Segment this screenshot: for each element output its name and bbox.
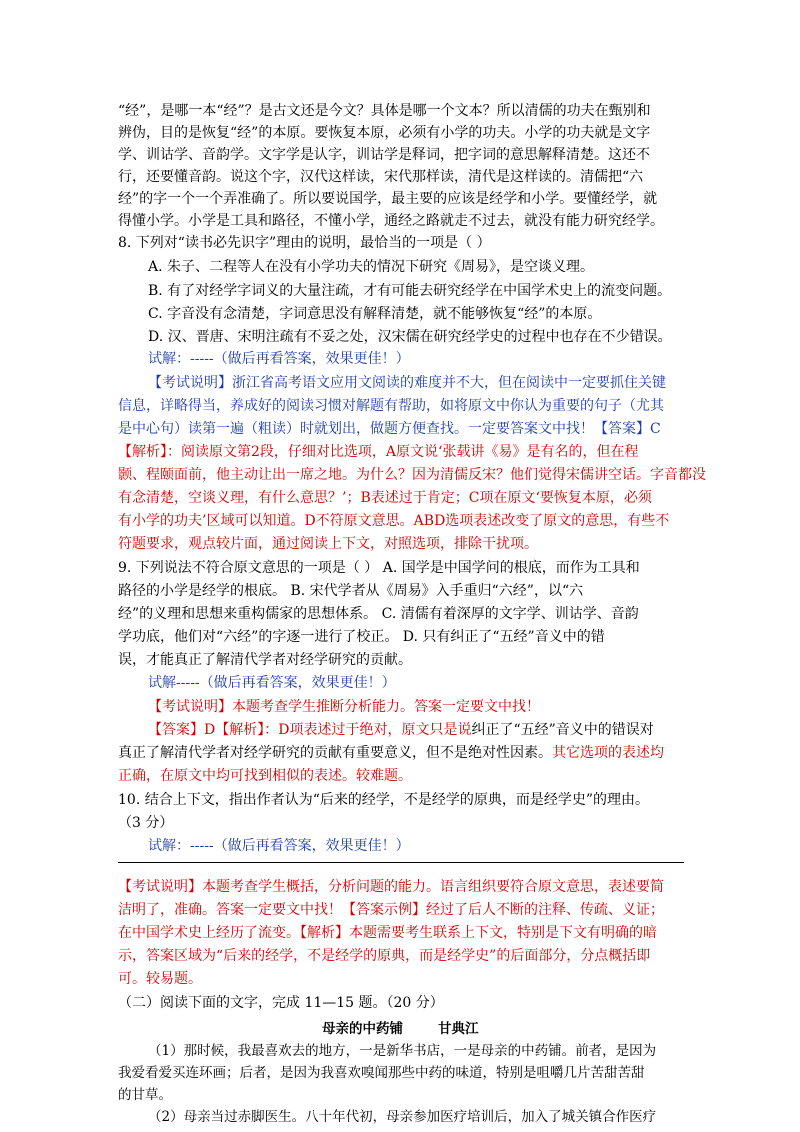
- exam-note: 【考试说明】本题考查学生推断分析能力。答案一定要文中找！: [148, 699, 540, 715]
- answer-line: [148, 719, 654, 741]
- passage-line: 经”的字一个一个弄准确了。所以要说国学，最主要的应该是经学和小学。要懂经学，就: [118, 191, 658, 207]
- article-paragraph-line: （1）那时候，我最喜欢去的地方，一是新华书店，一是母亲的中药铺。前者，是因为: [148, 1043, 657, 1059]
- article-paragraph-line: 我爱看爱买连环画；后者，是因为我喜欢嗅闻那些中药的味道，特别是咀嚼几片苦甜苦甜: [118, 1065, 645, 1081]
- analysis-line: 有小学的功夫’区域可以知道。D不符原文意思。ABD选项表述改变了原文的意思，有些不: [118, 513, 670, 529]
- question-score: （3 分）: [118, 815, 174, 831]
- answer-analysis: 【答案】D【解析】：D项表述过于绝对，原文只是说: [148, 722, 472, 738]
- question-stem: 8. 下列对“读书必先识字”理由的说明，最恰当的一项是（ ）: [118, 235, 491, 251]
- question-stem-line: 9. 下列说法不符合原文意思的一项是（ ） A. 国学是中国学问的根底，而作为工具和: [118, 560, 640, 576]
- exam-note-line: 可。较易题。: [118, 971, 202, 987]
- divider: [118, 862, 684, 863]
- answer-line: [118, 742, 664, 764]
- analysis-line: 有念清楚，空谈义理，有什么意思？’；B表述过于肯定；C项在原文‘要恢复本原，必须: [118, 490, 652, 506]
- analysis-line: 颢、程颐面前，他主动让出一席之地。为什么？因为清儒反宋？他们觉得宋儒讲空话。字音都没: [118, 467, 706, 483]
- analysis-line: 【解析】：阅读原文第2段，仔细对比选项，A原文说‘张载讲《易》是有名的，但在程: [118, 444, 639, 460]
- answer-quote: 真正了解清代学者对经学研究的贡献有重要意义，但不是绝对性因素。: [118, 745, 552, 761]
- question-stem-line: 经”的义理和思想来重构儒家的思想体系。 C. 清儒有着深厚的文字学、训诂学、音韵: [118, 606, 639, 622]
- exam-note-line: 是中心句）读第一遍（粗读）时就划出，做题方便查找。一定要答案文中找！【答案】C: [118, 421, 661, 437]
- question-stem: 10. 结合上下文，指出作者认为“后来的经学，不是经学的原典，而是经学史”的理由。: [118, 792, 650, 808]
- option-a: A. 朱子、二程等人在没有小学功夫的情况下研究《周易》，是空谈义理。: [148, 259, 595, 275]
- question-stem-line: 学功底，他们对“六经”的字逐一进行了校正。 D. 只有纠正了“五经”音义中的错: [118, 629, 605, 645]
- answer-quote: 纠正了“五经”音义中的错误对: [471, 722, 654, 738]
- trial-prompt: 试解：-----（做后再看答案，效果更佳！）: [148, 838, 410, 854]
- option-c: C. 字音没有念清楚，字词意思没有解释清楚，就不能够恢复“经”的本原。: [148, 306, 602, 322]
- passage-line: 得懂小学。小学是工具和路径，不懂小学，通经之路就走不过去，就没有能力研究经学。: [118, 213, 664, 229]
- trial-prompt: 试解-----（做后再看答案，效果更佳！）: [148, 675, 396, 691]
- exam-note-line: 【考试说明】本题考查学生概括，分析问题的能力。语言组织要符合原文意思，表述要简: [118, 879, 664, 895]
- article-author: 甘典江: [438, 1021, 479, 1037]
- trial-prompt: 试解：-----（做后再看答案，效果更佳！）: [148, 351, 410, 367]
- article-paragraph-line: 的甘草。: [118, 1087, 172, 1103]
- article-title: 母亲的中药铺: [322, 1021, 403, 1037]
- option-d: D. 汉、晋唐、宋明注疏有不妥之处，汉宋儒在研究经学史的过程中也存在不少错误。: [148, 329, 672, 345]
- answer-line: 正确，在原文中均可找到相似的表述。较难题。: [118, 768, 412, 784]
- exam-note-line: 示，答案区域为“后来的经学，不是经学的原典，而是经学史”的后面部分，分点概括即: [118, 948, 651, 964]
- passage-line: 行，还要懂音韵。说这个字，汉代这样读，宋代那样读，清代是这样读的。清儒把“六: [118, 169, 644, 185]
- passage-line: “经”，是哪一本“经”？是古文还是今文？具体是哪一个文本？所以清儒的功夫在甄别和: [118, 103, 651, 119]
- passage-line: 辨伪，目的是恢复“经”的本原。要恢复本原，必须有小学的功夫。小学的功夫就是文字: [118, 125, 651, 141]
- exam-note-line: 【考试说明】浙江省高考语文应用文阅读的难度并不大，但在阅读中一定要抓住关键: [148, 375, 666, 391]
- article-paragraph-line: （2）母亲当过赤脚医生。八十年代初，母亲参加医疗培训后，加入了城关镇合作医疗: [148, 1109, 657, 1125]
- question-stem-line: 误，才能真正了解清代学者对经学研究的贡献。: [118, 652, 412, 668]
- passage-line: 学、训诂学、音韵学。文字学是认字，训诂学是释词，把字词的意思解释清楚。这还不: [118, 147, 650, 163]
- answer-analysis: 其它选项的表述均: [552, 745, 664, 761]
- exam-note-line: 在中国学术史上经历了流变。【解析】本题需要考生联系上下文，特别是下文有明确的暗: [118, 925, 657, 941]
- exam-note-line: 信息，详略得当，养成好的阅读习惯对解题有帮助，如将原文中你认为重要的句子（尤其: [118, 398, 664, 414]
- question-stem-line: 路径的小学是经学的根底。 B. 宋代学者从《周易》入手重归“六经”，以“六: [118, 583, 584, 599]
- option-b: B. 有了对经学字词义的大量注疏，才有可能去研究经学在中国学术史上的流变问题。: [148, 283, 672, 299]
- analysis-line: 符题要求，观点较片面，通过阅读上下文，对照选项，排除干扰项。: [118, 536, 538, 552]
- exam-note-line: 洁明了，准确。答案一定要文中找！【答案示例】经过了后人不断的注释、传疏、义证；: [118, 902, 664, 918]
- section-heading: （二）阅读下面的文字，完成 11—15 题。（20 分）: [118, 995, 444, 1011]
